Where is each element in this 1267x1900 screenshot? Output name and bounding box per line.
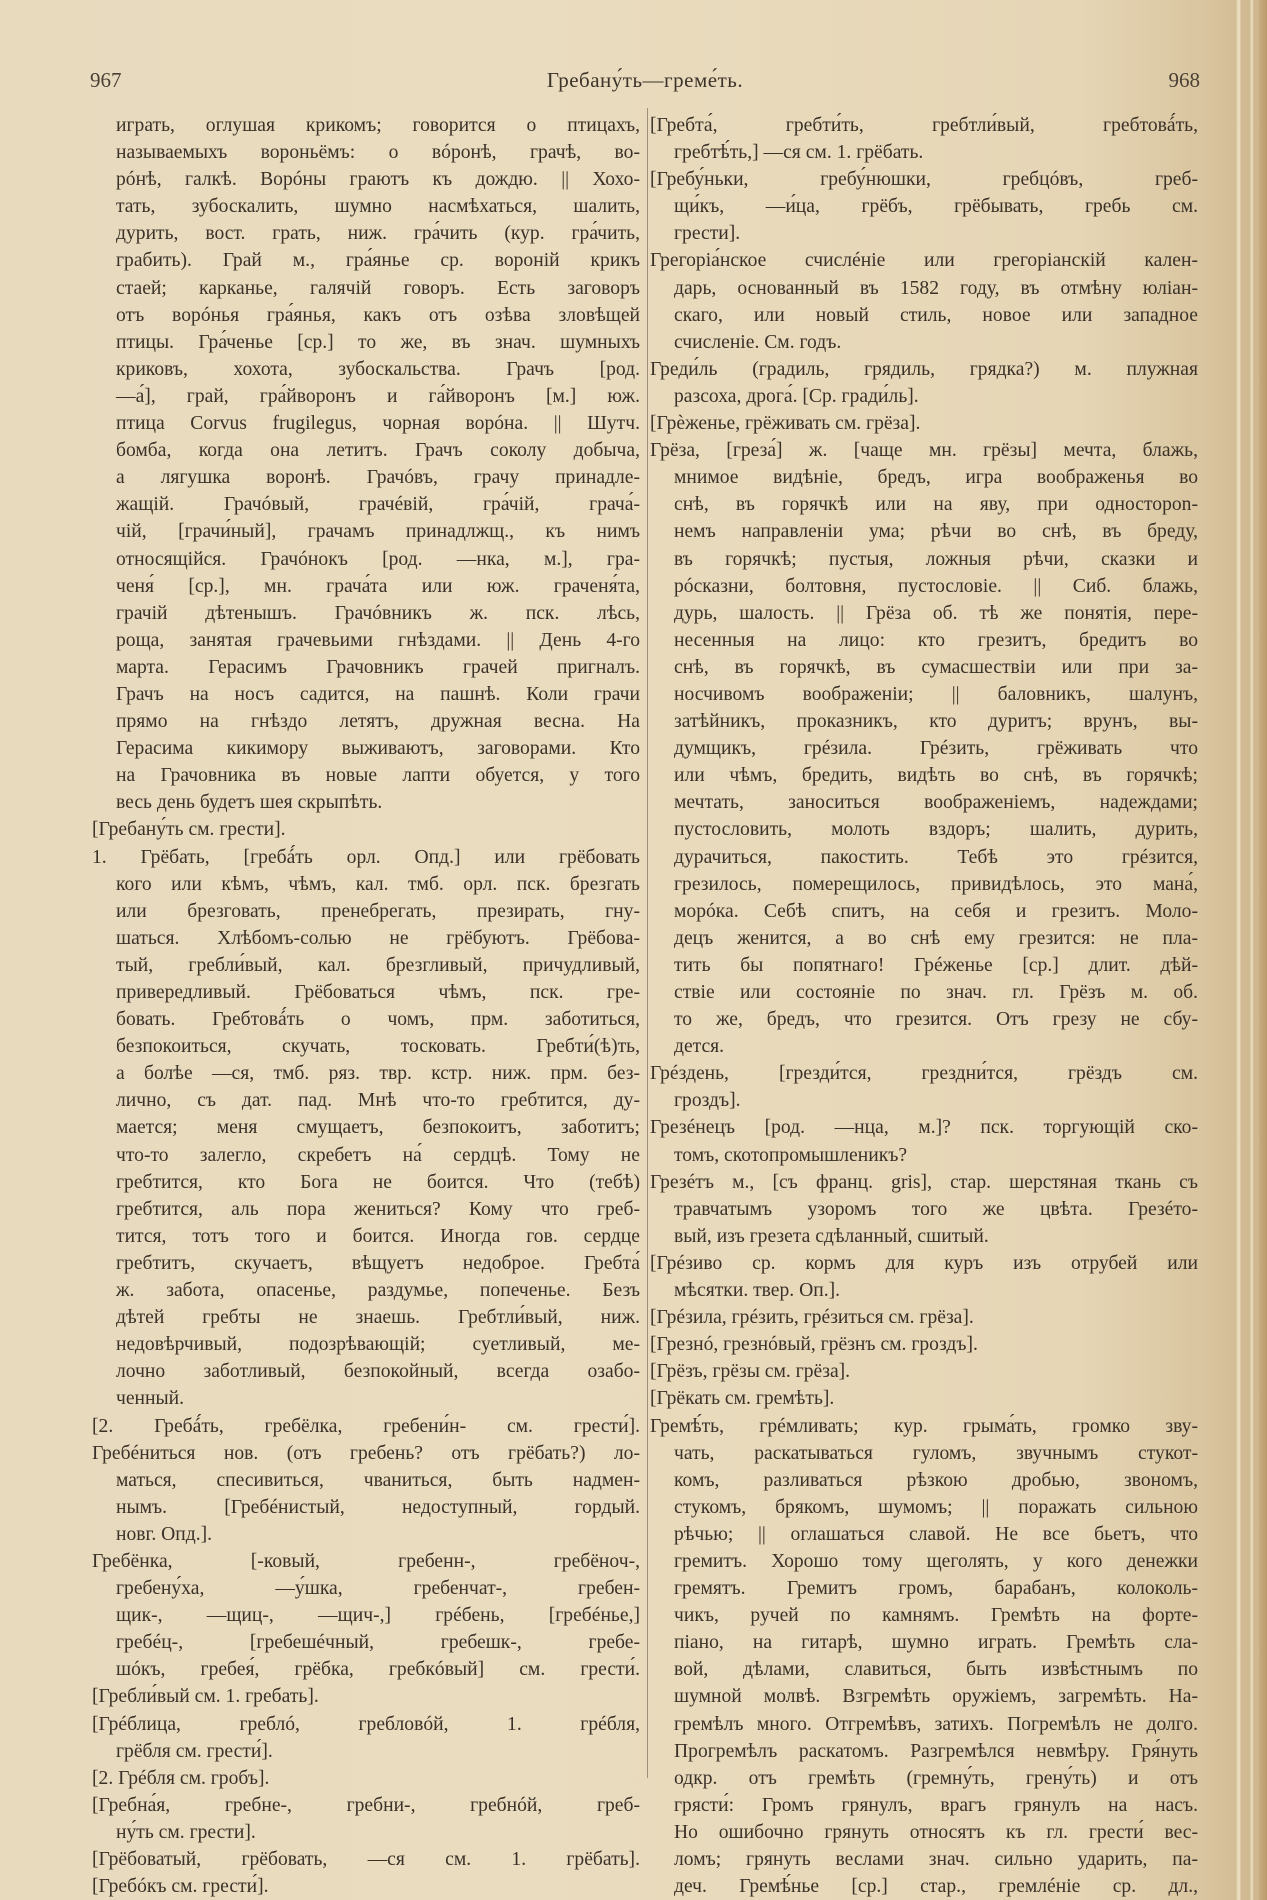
text-line: [Гребта́, гребти́ть, гребтли́вый, гребтовá́ть, bbox=[650, 115, 1198, 136]
text-line: тится, тотъ того и боится. Иногда гов. сердце bbox=[116, 1225, 640, 1247]
text-line: шаться. Хлѣбомъ-солью не грёбуютъ. Грёбова- bbox=[116, 927, 640, 949]
text-line: счисленіе. См. годъ. bbox=[674, 331, 842, 353]
text-line: 1. Грёбать, [гребá́ть орл. Опд.] или грёбовать bbox=[92, 846, 640, 868]
text-line: стаей; карканье, галячій говоръ. Есть заговоръ bbox=[116, 277, 640, 299]
text-line: Грéздень, [грезди́тся, грездни́тся, грёздъ см. bbox=[650, 1063, 1198, 1085]
column-divider bbox=[647, 108, 648, 1778]
text-line: ствіе или состояніе по знач. гл. Грёзъ м. об. bbox=[674, 982, 1198, 1003]
text-line: снѣ, въ горячкѣ или на яву, при одностороn- bbox=[674, 494, 1198, 516]
text-line: гребтится, кто Бога не боится. Что (тебѣ) bbox=[116, 1171, 640, 1193]
text-line: гроздъ]. bbox=[674, 1090, 741, 1112]
text-line: [Грéзиво ср. кормъ для куръ изъ отрубей или bbox=[650, 1252, 1198, 1274]
text-line: птица Corvus frugilegus, чорная ворóна. || Шутч. bbox=[116, 413, 640, 435]
text-line: ченный. bbox=[116, 1388, 185, 1410]
text-line: Гребéниться нов. (отъ гребень? отъ грёбать?) ло- bbox=[92, 1442, 640, 1464]
text-line: тый, гребли́вый, кал. брезгливый, причудливый, bbox=[116, 954, 640, 976]
text-line: бовать. Гребтовá́ть о чомъ, прм. заботиться, bbox=[116, 1009, 640, 1031]
text-line: рѣчью; || оглашаться славой. Не все бьетъ, что bbox=[674, 1523, 1198, 1545]
text-line: [Грёзъ, грёзы см. грёза]. bbox=[650, 1361, 851, 1383]
text-line: относящійся. Грачóнокъ [род. —нка, м.], гра- bbox=[116, 548, 640, 570]
text-line: грачій дѣтенышъ. Грачóвникъ ж. пск. лѣсь, bbox=[116, 602, 640, 624]
text-line: [Грéзила, грéзить, грéзиться см. грёза]. bbox=[650, 1307, 974, 1329]
text-line: Герасима кикимору выживаютъ, заговорами. Кто bbox=[116, 738, 640, 760]
text-line: чать, раскатываться гуломъ, звучнымъ стукот- bbox=[674, 1442, 1198, 1464]
text-line: называемыхъ вороньёмъ: о вóронѣ, грачѣ, во- bbox=[116, 142, 640, 164]
text-line: дарь, основанный въ 1582 году, въ отмѣну юліан- bbox=[674, 277, 1198, 299]
text-line: грясти́: Громъ грянулъ, врагъ грянулъ на насъ. bbox=[674, 1794, 1198, 1816]
text-line: маться, спесивиться, чваниться, быть надмен- bbox=[116, 1469, 640, 1491]
text-line: нымъ. [Гребéнистый, недоступный, гордый. bbox=[116, 1496, 640, 1518]
text-line: грезилось, померещилось, привидѣлось, это мана́, bbox=[674, 873, 1198, 895]
text-line: привередливый. Грёбоваться чѣмъ, пск. гре- bbox=[116, 982, 640, 1003]
text-line: Грегоріа́нское счислéніе или грегоріанскій кален- bbox=[650, 250, 1198, 272]
text-line: недовѣрчивый, подозрѣвающій; суетливый, ме- bbox=[116, 1334, 640, 1356]
text-line: мѣсятки. твер. Оп.]. bbox=[674, 1280, 841, 1302]
text-line: деч. Гремѣ́нье [ср.] стар., гремлéніе ср. дл., bbox=[674, 1876, 1198, 1898]
text-line: а болѣе —ся, тмб. ряз. твр. кстр. ниж. прм. без- bbox=[116, 1063, 640, 1085]
text-line: затѣйникъ, проказникъ, кто дуритъ; врунъ, вы- bbox=[674, 711, 1198, 733]
text-line: гребéц-, [гребешéчный, гребешк-, гребе- bbox=[116, 1632, 640, 1654]
text-line: [Гребна́я, гребне-, гребни-, гребнóй, греб- bbox=[92, 1794, 640, 1816]
text-line: вый, изъ грезета сдѣланный, сшитый. bbox=[674, 1225, 989, 1247]
text-line: отъ вoрóнья гра́янья, какъ отъ озѣва зловѣщей bbox=[116, 304, 640, 326]
text-line: морóка. Себѣ спитъ, на себя и грезитъ. Моло- bbox=[674, 900, 1198, 922]
text-line: грёбля см. грести́]. bbox=[116, 1740, 273, 1762]
text-line: думщикъ, грéзила. Грéзить, грёживать что bbox=[674, 738, 1198, 760]
left-column bbox=[92, 112, 640, 1900]
text-line: [Грёбоватый, грёбовать, —ся см. 1. грёбать]. bbox=[92, 1849, 640, 1870]
text-line: [Гребли́вый см. 1. гребать]. bbox=[92, 1686, 319, 1708]
text-line: дется. bbox=[674, 1036, 725, 1058]
text-line: скаго, или новый стиль, новое или западное bbox=[674, 304, 1198, 326]
text-line: птицы. Гра́ченье [ср.] то же, въ знач. шумныхъ bbox=[116, 331, 640, 353]
text-line: гребтится, аль пора жениться? Кому что греб- bbox=[116, 1198, 640, 1220]
text-line: гремѣлъ много. Отгремѣвъ, затихъ. Погремѣлъ не долго. bbox=[674, 1713, 1198, 1735]
text-line: марта. Герасимъ Грачовникъ грачей пригналъ. bbox=[116, 656, 640, 678]
text-line: [Грезнó, грезнóвый, грёзнъ см. гроздъ]. bbox=[650, 1334, 978, 1356]
text-line: чій, [грачи́ный], грачамъ принадлжщ., къ нимъ bbox=[116, 521, 640, 543]
text-line: рóнѣ, галкѣ. Ворóны граютъ къ дождю. || Хохо- bbox=[116, 169, 640, 191]
text-line: безпокоиться, скучать, тосковать. Гребти́(ѣ)ть, bbox=[116, 1036, 640, 1058]
text-line: рóсказни, болтовня, пустословіе. || Сиб. блажь, bbox=[674, 575, 1198, 597]
text-line: гребену́ха, —у́шка, гребенчат-, гребен- bbox=[116, 1578, 640, 1600]
right-column bbox=[650, 112, 1198, 1900]
text-line: носчивомъ воображеніи; || баловникъ, шалунъ, bbox=[674, 683, 1198, 705]
text-line: комъ, разливаться рѣзкою дробью, звономъ, bbox=[674, 1469, 1198, 1491]
text-line: щик-, —щиц-, —щич-,] грéбень, [гребéнье,] bbox=[116, 1605, 640, 1627]
text-line: [Гребу́ньки, гребу́нюшки, гребцóвъ, греб- bbox=[650, 169, 1198, 191]
text-line: тать, зубоскалить, шумно насмѣхаться, шалить, bbox=[116, 196, 640, 218]
text-line: дурь, шалость. || Грёза об. тѣ же понятія, пере- bbox=[674, 602, 1198, 624]
running-head: Гребану́ть—греме́ть. bbox=[546, 68, 744, 92]
text-line: Прогремѣлъ раскатомъ. Разгремѣлся невмѣру. Гря́нуть bbox=[674, 1740, 1198, 1762]
page-edge bbox=[1250, 0, 1254, 1900]
text-line: [2. Гребá́ть, гребёлка, гребени́н- см. грести́]. bbox=[92, 1415, 640, 1437]
text-line: щи́къ, —и́ца, грёбъ, грёбывать, гребь см. bbox=[674, 196, 1198, 218]
page-edge bbox=[1259, 0, 1267, 1900]
text-line: дѣтей гребты не знаешь. Гребтли́вый, ниж. bbox=[116, 1307, 640, 1329]
text-line: ченя́ [ср.], мн. грача́та или юж. граченя́та, bbox=[116, 575, 640, 597]
text-line: Греди́ль (градиль, грядиль, грядка?) м. плужная bbox=[650, 358, 1198, 380]
text-line: —а́], грай, гра́йворонъ и га́йворонъ [м.] юж. bbox=[116, 385, 640, 407]
text-line: Грёза, [греза́] ж. [чаще мн. грёзы] мечта, блажь, bbox=[650, 440, 1198, 462]
text-line: [Грѐженье, грёживать см. грёза]. bbox=[650, 413, 921, 435]
page-number-left: 967 bbox=[90, 68, 122, 92]
text-line: Гребёнка, [-ковый, гребенн-, гребёноч-, bbox=[92, 1550, 640, 1572]
text-line: грабить). Грай м., гра́янье ср. вороній крикъ bbox=[116, 250, 640, 272]
text-line: играть, оглушая крикомъ; говорится о птицахъ, bbox=[116, 115, 640, 136]
page-edge bbox=[1236, 0, 1242, 1900]
text-line: гремитъ. Хорошо тому щеголять, у кого денежки bbox=[674, 1550, 1198, 1572]
text-line: гребтитъ, скучаетъ, вѣщуетъ недоброе. Гребта́ bbox=[116, 1252, 640, 1274]
text-line: немъ направленіи ума; рѣчи во снѣ, въ бреду, bbox=[674, 521, 1198, 543]
text-line: травчатымъ узоромъ того же цвѣта. Грезéто- bbox=[674, 1198, 1198, 1220]
text-line: на Грачовника въ новые лапти обуется, у того bbox=[116, 765, 640, 787]
text-line: лично, съ дат. пад. Мнѣ что-то гребтится, ду- bbox=[116, 1090, 640, 1112]
text-line: дурить, вост. грать, ниж. гра́чить (кур. гра́чить, bbox=[116, 223, 640, 245]
text-line: шумной молвѣ. Взгремѣть оружіемъ, загремѣть. На- bbox=[674, 1686, 1198, 1708]
text-line: [Грёкать см. гремѣть]. bbox=[650, 1388, 835, 1410]
text-line: шóкъ, гребея́, грёбка, гребкóвый] см. грести́. bbox=[116, 1659, 640, 1681]
text-line: что-то залегло, скребетъ на́ сердцѣ. Тому не bbox=[116, 1144, 640, 1166]
text-line: тить бы попятнаго! Грéженье [ср.] длит. дѣй- bbox=[674, 954, 1198, 976]
text-line: или чѣмъ, бредить, видѣть во снѣ, въ горячкѣ; bbox=[674, 765, 1198, 787]
text-line: грести]. bbox=[674, 223, 741, 245]
text-line: одкр. отъ гремѣть (гремну́ть, грену́ть) и отъ bbox=[674, 1767, 1198, 1789]
text-line: вой, дѣлами, славиться, быть извѣстнымъ по bbox=[674, 1659, 1198, 1681]
text-line: или брезговать, пренебрегать, презирать, гну- bbox=[116, 900, 640, 922]
text-line: мается; меня смущаетъ, безпокоитъ, заботитъ; bbox=[116, 1117, 640, 1139]
text-line: [Гребóкъ см. грести́]. bbox=[92, 1876, 269, 1898]
page-header bbox=[90, 68, 1200, 98]
text-line: гребтѣ́ть,] —ся см. 1. грёбать. bbox=[674, 142, 924, 164]
text-line: лочно заботливый, безпокойный, всегда озабо- bbox=[116, 1361, 640, 1383]
text-line: [Грéблица, греблó, гребловóй, 1. грéбля, bbox=[92, 1713, 640, 1735]
text-line: [Гребану́ть см. грести]. bbox=[92, 819, 286, 841]
text-line: снѣ, въ горячкѣ, въ сумасшествіи или при за- bbox=[674, 656, 1198, 678]
text-line: криковъ, хохота, зубоскальства. Грачъ [род. bbox=[116, 358, 640, 380]
text-line: Гремѣ́ть, грéмливать; кур. грыма́ть, громко зву- bbox=[650, 1415, 1198, 1437]
text-line: кого или кѣмъ, чѣмъ, кал. тмб. орл. пск. брезгать bbox=[116, 873, 640, 895]
text-line: Грачъ на носъ садится, на пашнѣ. Коли грачи bbox=[116, 683, 640, 705]
text-line: ж. забота, опасенье, раздумье, попеченье. Безъ bbox=[116, 1280, 640, 1302]
text-line: разсоха, дрога́. [Ср. гради́ль]. bbox=[674, 385, 919, 407]
text-line: а лягушка воронѣ. Грачóвъ, грачу принадле- bbox=[116, 467, 640, 489]
text-line: роща, занятая грачевьими гнѣздами. || День 4-го bbox=[116, 629, 640, 651]
text-line: мнимое видѣніе, бредъ, игра воображенья во bbox=[674, 467, 1198, 489]
text-line: новг. Опд.]. bbox=[116, 1523, 213, 1545]
text-line: Но ошибочно грянуть относятъ къ гл. грести́ вес- bbox=[674, 1821, 1198, 1843]
page-number-right: 968 bbox=[1168, 68, 1200, 92]
text-line: прямо на гнѣздо летятъ, дружная весна. На bbox=[116, 711, 640, 733]
text-line: ну́ть см. грести]. bbox=[116, 1821, 256, 1843]
text-line: пустословить, молоть вздоръ; шалить, дурить, bbox=[674, 819, 1198, 841]
text-line: весь день будетъ шея скрыпѣть. bbox=[116, 792, 383, 814]
text-line: несенныя на лицо: кто грезитъ, бредитъ во bbox=[674, 629, 1198, 651]
text-line: чикъ, ручей по камнямъ. Гремѣть на форте- bbox=[674, 1605, 1198, 1627]
text-line: стукомъ, брякомъ, шумомъ; || поражать сильною bbox=[674, 1496, 1198, 1518]
text-line: Грезéтъ м., [съ франц. gris], стар. шерстяная ткань съ bbox=[650, 1171, 1198, 1193]
text-line: то же, бредъ, что грезится. Отъ грезу не сбу- bbox=[674, 1009, 1198, 1031]
text-line: [2. Грéбля см. гробъ]. bbox=[92, 1767, 270, 1789]
text-line: піано, на гитарѣ, шумно играть. Гремѣть сла- bbox=[674, 1632, 1198, 1654]
text-line: децъ женится, а во снѣ ему грезится: не пла- bbox=[674, 927, 1198, 949]
text-line: жащій. Грачóвый, грачéвій, гра́чій, грача́- bbox=[116, 494, 640, 516]
text-line: въ горячкѣ; пустыя, ложныя рѣчи, сказки и bbox=[674, 548, 1198, 570]
text-line: томъ, скотопромышленикъ? bbox=[674, 1144, 908, 1166]
text-line: бомба, когда она летитъ. Грачъ соколу добыча, bbox=[116, 440, 640, 462]
text-line: мечтать, заноситься воображеніемъ, надеждами; bbox=[674, 792, 1198, 814]
text-line: гремятъ. Гремитъ громъ, барабанъ, колоколь- bbox=[674, 1578, 1198, 1600]
text-line: Грезéнецъ [род. —нца, м.]? пск. торгующій ско- bbox=[650, 1117, 1198, 1139]
text-line: дурачиться, пакостить. Тебѣ это грéзится, bbox=[674, 846, 1198, 868]
text-line: ломъ; грянуть веслами знач. сильно ударить, па- bbox=[674, 1849, 1198, 1870]
